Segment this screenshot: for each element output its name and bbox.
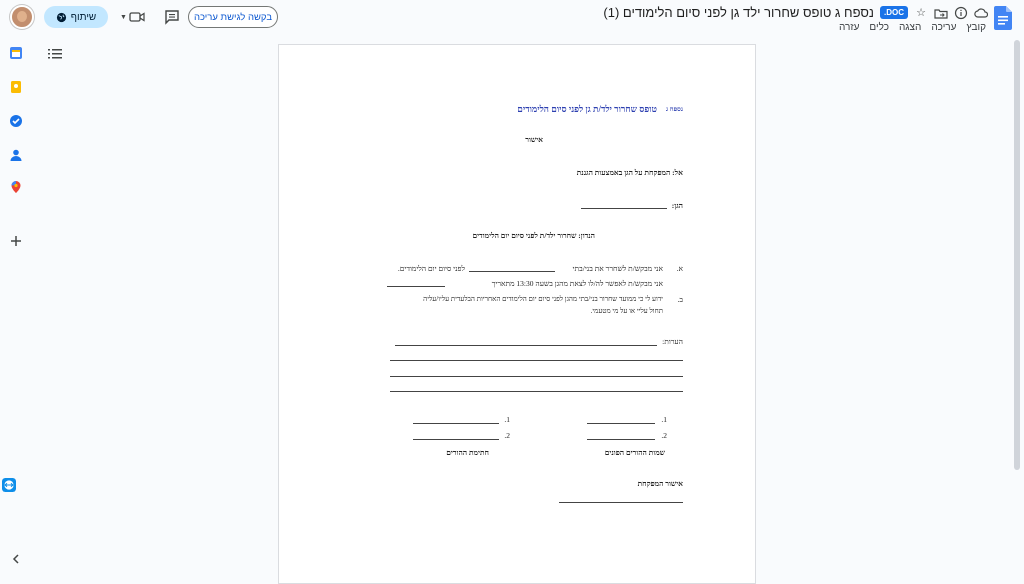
item-a-marker: א. bbox=[676, 264, 683, 273]
menu-view[interactable]: הצגה bbox=[898, 22, 922, 33]
request-edit-access-button[interactable]: בקשה לגישת עריכה bbox=[188, 6, 278, 28]
notes-line-3 bbox=[390, 376, 683, 377]
to-line: אל: המפקחת על הגן באמצעות הגננת bbox=[576, 168, 683, 177]
star-icon[interactable]: ☆ bbox=[916, 7, 926, 19]
date-blank bbox=[387, 286, 445, 287]
item-b-line1: ידוע לי כי ממועד שחרור בני/בתי מהגן לפני סיום יום הלימודים האחריות הבלעדית עליו/עליה bbox=[423, 295, 663, 303]
signature-blank-1 bbox=[413, 423, 499, 424]
title-row bbox=[603, 5, 988, 20]
document-page[interactable] bbox=[278, 44, 756, 584]
name-blank-2 bbox=[587, 439, 655, 440]
appendix-label: נספח ג bbox=[666, 106, 683, 113]
outline-icon[interactable] bbox=[48, 48, 62, 60]
approval-heading: אישור bbox=[525, 135, 543, 144]
top-bar bbox=[0, 0, 1024, 38]
parents-names-label: שמות ההורים הפונים bbox=[604, 448, 665, 457]
move-icon[interactable] bbox=[934, 6, 948, 20]
item-a-line2: אני מבקש/ת לאפשר לה/לו לצאת מהגן בשעה 13:30 מתאריך bbox=[491, 279, 663, 288]
vertical-scrollbar[interactable] bbox=[1014, 40, 1020, 470]
form-title: טופס שחרור ילד/ת גן לפני סיום הלימודים bbox=[517, 104, 657, 114]
menu-bar bbox=[839, 22, 986, 33]
keep-icon[interactable] bbox=[9, 80, 23, 94]
chevron-down-icon: ▼ bbox=[120, 13, 127, 21]
supervisor-signature-blank bbox=[559, 502, 683, 503]
collapse-icon[interactable] bbox=[9, 552, 23, 566]
item-b-marker: ב. bbox=[677, 295, 683, 304]
notes-line-4 bbox=[390, 391, 683, 392]
chat-icon[interactable] bbox=[164, 9, 180, 25]
teamviewer-icon[interactable] bbox=[2, 478, 16, 492]
document-title[interactable]: נספח ג טופס שחרור ילד גן לפני סיום הלימודים (1) bbox=[603, 5, 874, 20]
child-name-blank bbox=[469, 271, 555, 272]
share-label: שיתוף bbox=[70, 11, 97, 23]
kindergarten-label: הגן: bbox=[671, 201, 683, 210]
info-icon[interactable] bbox=[954, 6, 968, 20]
signature-blank-2 bbox=[413, 439, 499, 440]
item-a-line1-end: לפני סיום יום הלימודים. bbox=[397, 264, 465, 273]
meet-button[interactable] bbox=[120, 8, 146, 26]
file-type-badge: DOC. bbox=[880, 6, 908, 19]
calendar-icon[interactable] bbox=[9, 46, 23, 60]
globe-icon bbox=[56, 12, 67, 23]
supervisor-approval-label: אישור המפקחת bbox=[637, 479, 683, 488]
parents-signature-label: חתימת ההורים bbox=[446, 448, 489, 457]
avatar[interactable] bbox=[10, 5, 34, 29]
menu-help[interactable]: עזרה bbox=[838, 22, 860, 33]
kindergarten-blank bbox=[581, 208, 667, 209]
name-blank-1 bbox=[587, 423, 655, 424]
side-panel-rail bbox=[0, 38, 34, 576]
menu-edit[interactable]: עריכה bbox=[931, 22, 957, 33]
sign-num-1: 1. bbox=[504, 415, 510, 424]
item-a-line1-start: אני מבקש/ת לשחרר את בני/בתי bbox=[572, 264, 663, 273]
item-b-line2: תחול עליי או על מי מטעמי. bbox=[590, 307, 663, 315]
camera-icon bbox=[129, 11, 145, 23]
docs-icon[interactable] bbox=[994, 6, 1012, 30]
notes-line-2 bbox=[390, 360, 683, 361]
contacts-icon[interactable] bbox=[9, 148, 23, 162]
cloud-icon[interactable] bbox=[974, 6, 988, 20]
share-button[interactable] bbox=[44, 6, 108, 28]
names-num-1: 1. bbox=[661, 415, 667, 424]
notes-line-1 bbox=[395, 345, 657, 346]
menu-file[interactable]: קובץ bbox=[966, 22, 986, 33]
menu-tools[interactable]: כלים bbox=[869, 22, 889, 33]
notes-label: הערות: bbox=[662, 337, 683, 346]
sign-num-2: 2. bbox=[504, 431, 510, 440]
names-num-2: 2. bbox=[661, 431, 667, 440]
tasks-icon[interactable] bbox=[9, 114, 23, 128]
add-icon[interactable] bbox=[9, 234, 23, 248]
subject-line: הנדון: שחרור ילד/ת לפני סיום יום הלימודים bbox=[472, 231, 595, 240]
maps-icon[interactable] bbox=[9, 180, 23, 194]
